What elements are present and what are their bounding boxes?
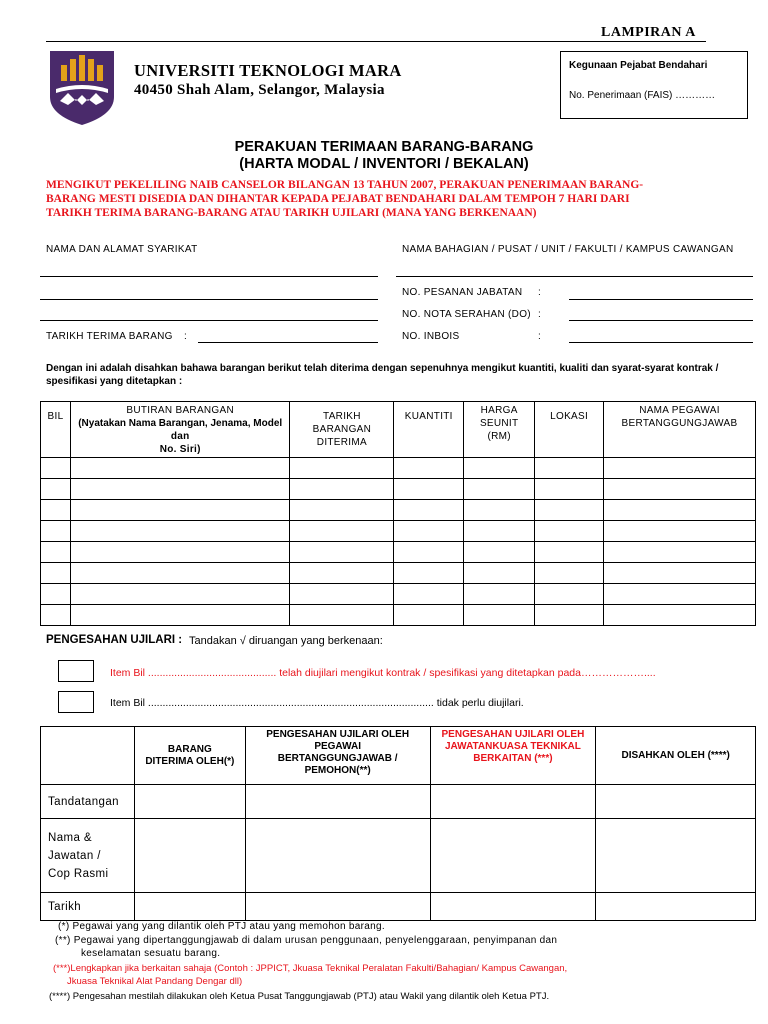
- col-lokasi: LOKASI: [535, 402, 604, 458]
- invoice-no-label: NO. INBOIS: [402, 331, 460, 342]
- do-no-colon: :: [538, 309, 542, 320]
- do-no-line[interactable]: [569, 320, 753, 321]
- footnote-1: (*) Pegawai yang yang dilantik oleh PTJ atau yang memohon barang.: [58, 921, 385, 932]
- col-tarikh: TARIKH BARANGAN DITERIMA: [290, 402, 394, 458]
- ujilari-checkbox-1[interactable]: [58, 660, 94, 682]
- department-label: NAMA BAHAGIAN / PUSAT / UNIT / FAKULTI / KAMPUS CAWANGAN: [402, 244, 734, 255]
- table-row[interactable]: [41, 605, 756, 626]
- order-no-colon: :: [538, 287, 542, 298]
- footnote-3: (***)Lengkapkan jika berkaitan sahaja (Contoh : JPPICT, Jkuasa Teknikal Peralatan Fakulti/Bahagian/ Kampus Cawangan, Jkuasa Teknikal Alat Pandang Dengar dll): [53, 963, 568, 987]
- sig-header-blank: [41, 727, 135, 785]
- sig-row-signature: Tandatangan: [41, 785, 135, 819]
- university-address: 40450 Shah Alam, Selangor, Malaysia: [134, 82, 385, 98]
- table-row[interactable]: [41, 479, 756, 500]
- uitm-logo: [46, 49, 118, 127]
- department-line[interactable]: [396, 276, 753, 277]
- order-no-line[interactable]: [569, 299, 753, 300]
- items-table: [40, 401, 756, 626]
- company-line-2[interactable]: [40, 299, 378, 300]
- do-no-label: NO. NOTA SERAHAN (DO): [402, 309, 531, 320]
- col-pegawai: NAMA PEGAWAI BERTANGGUNGJAWAB: [604, 402, 756, 458]
- sig-col-officer: PENGESAHAN UJILARI OLEH PEGAWAI BERTANGGUNGJAWAB / PEMOHON(**): [245, 727, 430, 785]
- declaration-line2: spesifikasi yang ditetapkan :: [46, 376, 183, 387]
- ujilari-option-1: Item Bil ............................................ telah diujilari mengikut kontrak / spesifikasi yang ditetapkan pada………………....: [110, 667, 656, 679]
- ujilari-label: PENGESAHAN UJILARI :: [46, 634, 183, 646]
- sig-col-approved-by: DISAHKAN OLEH (****): [596, 727, 756, 785]
- fais-number-field[interactable]: No. Penerimaan (FAIS) …………: [569, 90, 716, 101]
- invoice-no-colon: :: [538, 331, 542, 342]
- footnote-2: (**) Pegawai yang dipertanggungjawab di dalam urusan penggunaan, penyelenggaraan, penyimpanan dan keselamatan sesuatu barang.: [55, 935, 558, 959]
- ujilari-instruction: Tandakan √ diruangan yang berkenaan:: [189, 635, 383, 647]
- university-name: UNIVERSITI TEKNOLOGI MARA: [134, 61, 402, 80]
- header-rule: [46, 41, 706, 42]
- table-row[interactable]: [41, 458, 756, 479]
- table-row[interactable]: [41, 500, 756, 521]
- company-line-1[interactable]: [40, 276, 378, 277]
- ujilari-checkbox-2[interactable]: [58, 691, 94, 713]
- form-title-line2: (HARTA MODAL / INVENTORI / BEKALAN): [239, 156, 529, 172]
- invoice-no-line[interactable]: [569, 342, 753, 343]
- footnote-4: (****) Pengesahan mestilah dilakukan oleh Ketua Pusat Tanggungjawab (PTJ) atau Wakil yang dilantik oleh Ketua PTJ.: [49, 991, 550, 1002]
- notice-text: [46, 178, 746, 220]
- table-row[interactable]: [41, 542, 756, 563]
- office-use-title: Kegunaan Pejabat Bendahari: [569, 60, 708, 71]
- col-kuantiti: KUANTITI: [394, 402, 464, 458]
- sig-row-date: Tarikh: [41, 893, 135, 921]
- lampiran-label: LAMPIRAN A: [601, 25, 696, 40]
- form-title-line1: PERAKUAN TERIMAAN BARANG-BARANG: [234, 139, 534, 155]
- company-line-3[interactable]: [40, 320, 378, 321]
- form-title: [0, 139, 768, 173]
- declaration-line1: Dengan ini adalah disahkan bahawa barangan berikut telah diterima dengan sepenuhnya mengikut kuantiti, kualiti dan syarat-syarat kontrak /: [46, 363, 719, 374]
- sig-col-committee: PENGESAHAN UJILARI OLEH JAWATANKUASA TEKNIKAL BERKAITAN (***): [430, 727, 596, 785]
- table-row[interactable]: [41, 584, 756, 605]
- notice-line1: MENGIKUT PEKELILING NAIB CANSELOR BILANGAN 13 TAHUN 2007, PERAKUAN PENERIMAAN BARANG-: [46, 179, 644, 191]
- col-harga: HARGA SEUNIT (RM): [464, 402, 535, 458]
- table-row[interactable]: [41, 521, 756, 542]
- order-no-label: NO. PESANAN JABATAN: [402, 287, 523, 298]
- receive-date-line[interactable]: [198, 342, 378, 343]
- table-row[interactable]: [41, 563, 756, 584]
- sig-col-received-by: BARANG DITERIMA OLEH(*): [134, 727, 245, 785]
- notice-line2: BARANG MESTI DISEDIA DAN DIHANTAR KEPADA PEJABAT BENDAHARI DALAM TEMPOH 7 HARI DARI: [46, 193, 630, 205]
- office-use-box: [560, 51, 748, 119]
- ujilari-option-2: Item Bil .................................................................................................. tidak perlu diujilari.: [110, 697, 524, 709]
- signature-table: [40, 726, 756, 921]
- company-label: NAMA DAN ALAMAT SYARIKAT: [46, 244, 198, 255]
- sig-row-name: Nama & Jawatan / Cop Rasmi: [41, 819, 135, 893]
- declaration-text: [46, 362, 758, 388]
- receive-date-colon: :: [184, 331, 188, 342]
- receive-date-label: TARIKH TERIMA BARANG: [46, 331, 173, 342]
- col-bil: BIL: [41, 402, 71, 458]
- col-butiran: BUTIRAN BARANGAN (Nyatakan Nama Barangan, Jenama, Model dan No. Siri): [70, 402, 290, 458]
- notice-line3: TARIKH TERIMA BARANG-BARANG ATAU TARIKH UJILARI (MANA YANG BERKENAAN): [46, 207, 537, 219]
